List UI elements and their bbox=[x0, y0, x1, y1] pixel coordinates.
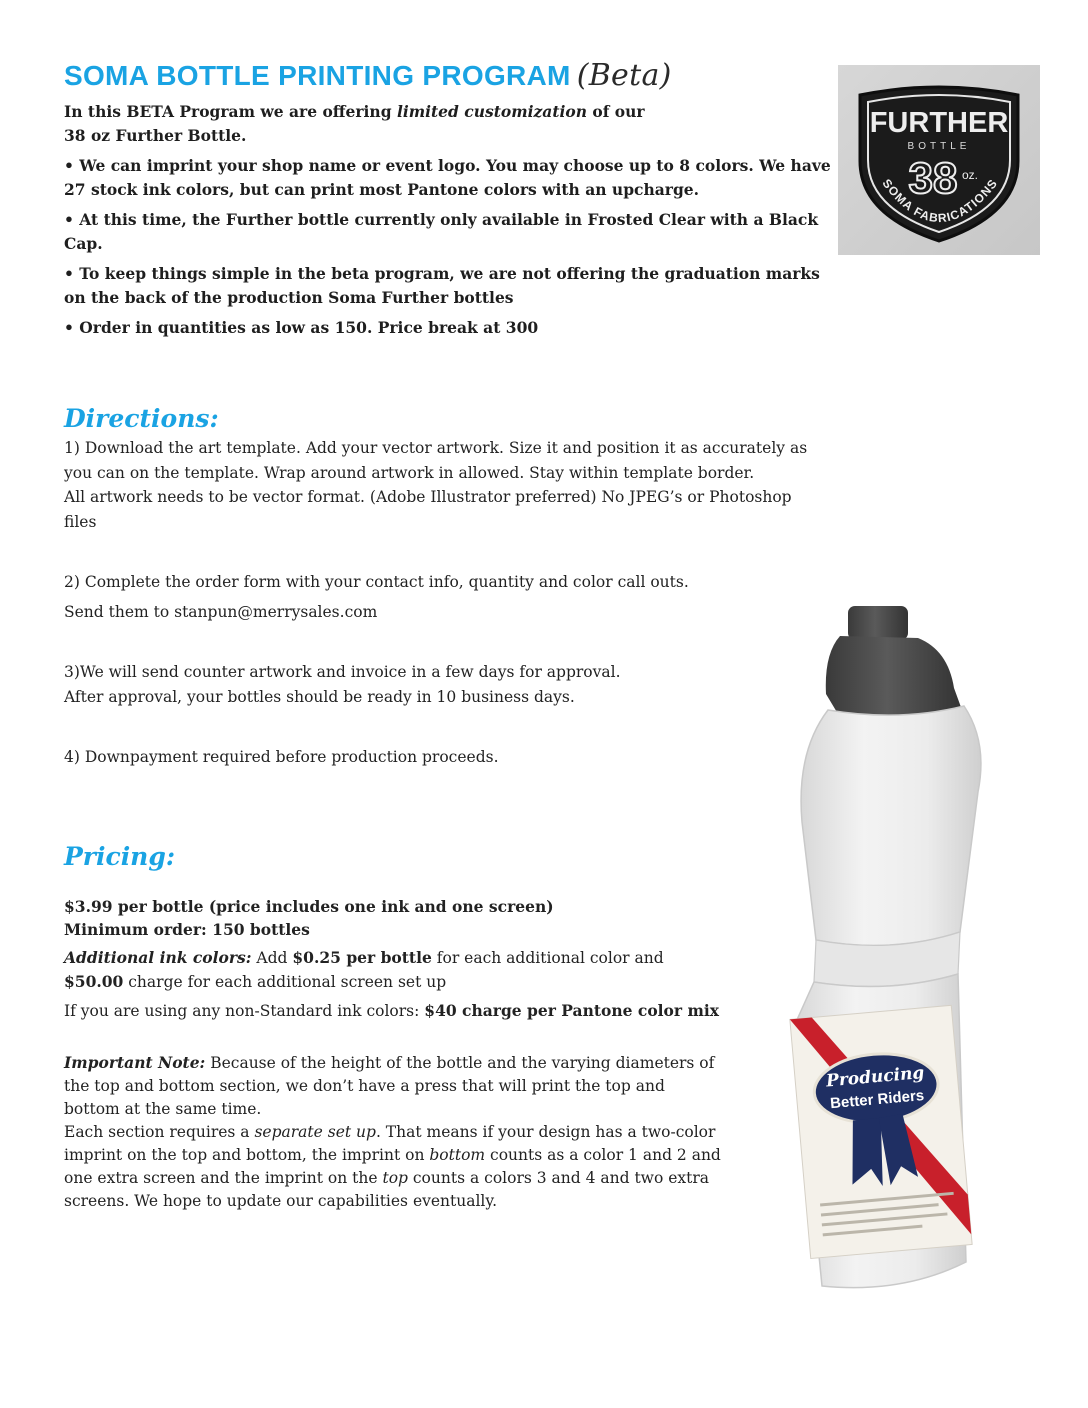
important-note-detail bbox=[64, 1121, 724, 1213]
important-note bbox=[64, 1051, 724, 1121]
pricing-heading: Pricing: bbox=[64, 842, 176, 871]
further-logo-badge bbox=[838, 65, 1040, 255]
intro-text: 38 oz Further Bottle. bbox=[64, 126, 247, 145]
logo-word: FURTHER bbox=[869, 107, 1009, 139]
emphasis: top bbox=[382, 1169, 408, 1187]
text: counts as a color 1 and 2 and one extra screen and the imprint on the bbox=[64, 1146, 721, 1187]
additional-label: Additional ink colors: bbox=[64, 948, 252, 967]
intro-text: of our bbox=[586, 102, 645, 121]
intro-paragraph bbox=[64, 100, 834, 148]
text: Because of the height of the bottle and the varying diameters of the top and bottom section, we don’t have a press that will print the top and bottom at the same time. bbox=[64, 1054, 715, 1118]
text: Add bbox=[251, 949, 293, 967]
text: Each section requires a bbox=[64, 1123, 255, 1141]
additional-price: $0.25 per bottle bbox=[292, 948, 432, 967]
step-4: 4) Downpayment required before production proceeds. bbox=[64, 748, 499, 766]
directions-heading: Directions: bbox=[64, 404, 219, 433]
additional-colors bbox=[64, 946, 724, 994]
text: counts a colors 3 and 4 and two extra screens. We hope to update our capabilities eventually. bbox=[64, 1169, 709, 1210]
pricing-section bbox=[64, 842, 724, 1213]
directions-section bbox=[64, 404, 824, 770]
cap-nozzle bbox=[848, 606, 908, 640]
page-title bbox=[64, 58, 672, 93]
step-2-send: Send them to stanpun@merrysales.com bbox=[64, 602, 378, 621]
logo-unit: oz. bbox=[962, 168, 979, 182]
intro-text: In this BETA Program we are offering bbox=[64, 102, 397, 121]
bottle-upper bbox=[801, 706, 981, 945]
step-3: 3)We will send counter artwork and invoice in a few days for approval. bbox=[64, 663, 621, 681]
non-standard-colors bbox=[64, 999, 724, 1023]
label-line2: Better Riders bbox=[829, 1087, 925, 1113]
title-beta: (Beta) bbox=[576, 58, 672, 93]
title-text: SOMA BOTTLE PRINTING PROGRAM bbox=[64, 60, 571, 91]
minimum-order: Minimum order: 150 bottles bbox=[64, 920, 310, 939]
text: If you are using any non-Standard ink colors: bbox=[64, 1002, 425, 1020]
text: for each additional color and bbox=[431, 949, 664, 967]
label-line1: Producing bbox=[825, 1062, 926, 1092]
screen-price: $50.00 bbox=[64, 972, 124, 991]
note-label: Important Note: bbox=[64, 1053, 206, 1072]
bullet-quantity: • Order in quantities as low as 150. Price break at 300 bbox=[64, 318, 539, 337]
bottle-photo bbox=[752, 602, 992, 1302]
text: charge for each additional screen set up bbox=[123, 973, 447, 991]
intro-section bbox=[64, 100, 834, 346]
bullet-availability: • At this time, the Further bottle currently only available in Frosted Clear with a Black Cap. bbox=[64, 210, 819, 253]
step-1-note: All artwork needs to be vector format. (Adobe Illustrator preferred) No JPEG’s or Photoshop files bbox=[64, 488, 792, 531]
logo-sub: BOTTLE bbox=[907, 141, 971, 152]
bottle-cap bbox=[826, 636, 962, 717]
bullet-graduation: • To keep things simple in the beta program, we are not offering the graduation marks on the back of the production Soma Further bottles bbox=[64, 264, 820, 307]
logo-maker-path: SOMA FABRICATIONS bbox=[879, 176, 1001, 226]
pantone-charge: $40 charge per Pantone color mix bbox=[424, 1001, 719, 1020]
step-1: 1) Download the art template. Add your vector artwork. Size it and position it as accurately as you can on the template. Wrap around artwork in allowed. Stay within template border. bbox=[64, 439, 808, 482]
bottle-label bbox=[790, 1005, 972, 1258]
emphasis: bottom bbox=[429, 1146, 486, 1164]
step-2: 2) Complete the order form with your contact info, quantity and color call outs. bbox=[64, 573, 689, 591]
price-line: $3.99 per bottle (price includes one ink and one screen) bbox=[64, 897, 554, 916]
step-3-approval: After approval, your bottles should be ready in 10 business days. bbox=[64, 687, 575, 706]
bullet-colors: • We can imprint your shop name or event logo. You may choose up to 8 colors. We have 27 stock ink colors, but can print most Pantone colors with an upcharge. bbox=[64, 156, 831, 199]
text: . That means if your design has a two-color imprint on the top and bottom, the imprint on bbox=[64, 1123, 716, 1164]
further-logo-photo bbox=[838, 65, 1040, 255]
logo-size: 38 bbox=[908, 154, 958, 203]
intro-emphasis: limited customization bbox=[396, 102, 587, 121]
emphasis: separate set up bbox=[254, 1123, 376, 1141]
